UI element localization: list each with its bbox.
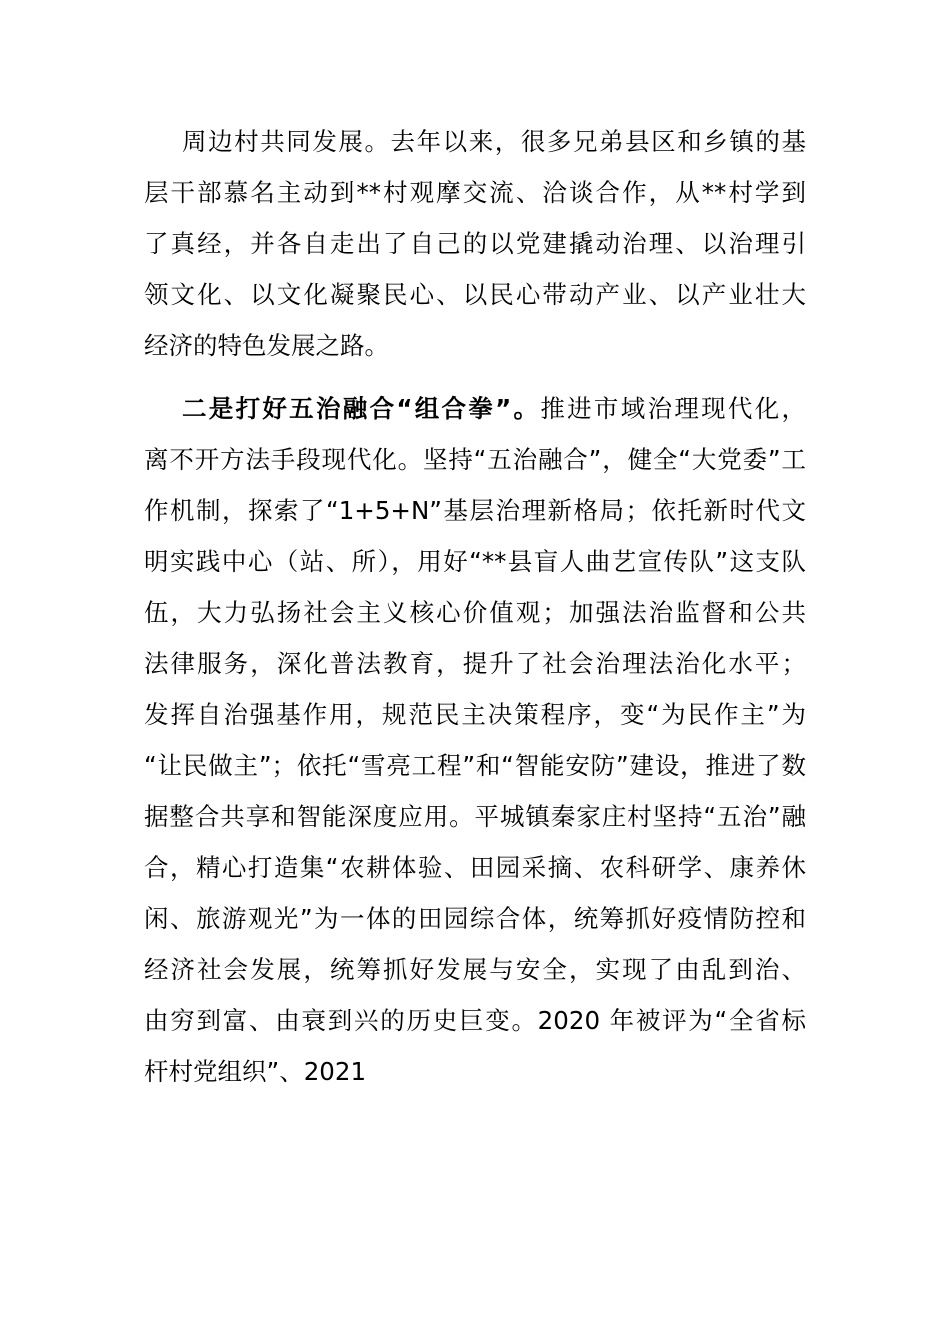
paragraph-line: 作机制，探索了“1+5+N”基层治理新格局；依托新时代文: [144, 496, 806, 525]
section-heading: 二是打好五治融合“组合拳”。: [182, 394, 541, 423]
paragraph-2: [144, 383, 806, 1097]
paragraph-line: “让民做主”；依托“雪亮工程”和“智能安防”建设，推进了数: [144, 751, 806, 780]
paragraph-line: 经济社会发展，统筹抓好发展与安全，实现了由乱到治、: [144, 955, 806, 984]
heading-line-rest: 推进市域治理现代化，: [540, 394, 807, 423]
paragraph-line: 法律服务，深化普法教育，提升了社会治理法治化水平；: [144, 649, 806, 678]
paragraph-line: 据整合共享和智能深度应用。平城镇秦家庄村坚持“五治”融: [144, 802, 806, 831]
paragraph-line: 明实践中心（站、所），用好“**县盲人曲艺宣传队”这支队: [144, 547, 806, 576]
paragraph-line: 由穷到富、由衰到兴的历史巨变。2020 年被评为“全省标: [144, 1006, 806, 1035]
paragraph-line: 层干部慕名主动到**村观摩交流、洽谈合作，从**村学到: [144, 178, 806, 207]
paragraph-line: 领文化、以文化凝聚民心、以民心带动产业、以产业壮大: [144, 280, 806, 309]
paragraph-line: 离不开方法手段现代化。坚持“五治融合”，健全“大党委”工: [144, 445, 806, 474]
paragraph-line: 合，精心打造集“农耕体验、田园采摘、农科研学、康养休: [144, 853, 806, 882]
paragraph-line: 发挥自治强基作用，规范民主决策程序，变“为民作主”为: [144, 700, 806, 729]
paragraph-line: 经济的特色发展之路。: [144, 331, 389, 360]
paragraph-line: 杆村党组织”、2021: [144, 1057, 367, 1086]
paragraph-line: 伍，大力弘扬社会主义核心价值观；加强法治监督和公共: [144, 598, 806, 627]
paragraph-line: 周边村共同发展。去年以来，很多兄弟县区和乡镇的基: [182, 127, 806, 156]
paragraph-line: 闲、旅游观光”为一体的田园综合体，统筹抓好疫情防控和: [144, 904, 806, 933]
paragraph-first-line: [144, 383, 806, 434]
paragraph-line: 了真经，并各自走出了自己的以党建撬动治理、以治理引: [144, 229, 806, 258]
paragraph-1: [144, 116, 806, 371]
